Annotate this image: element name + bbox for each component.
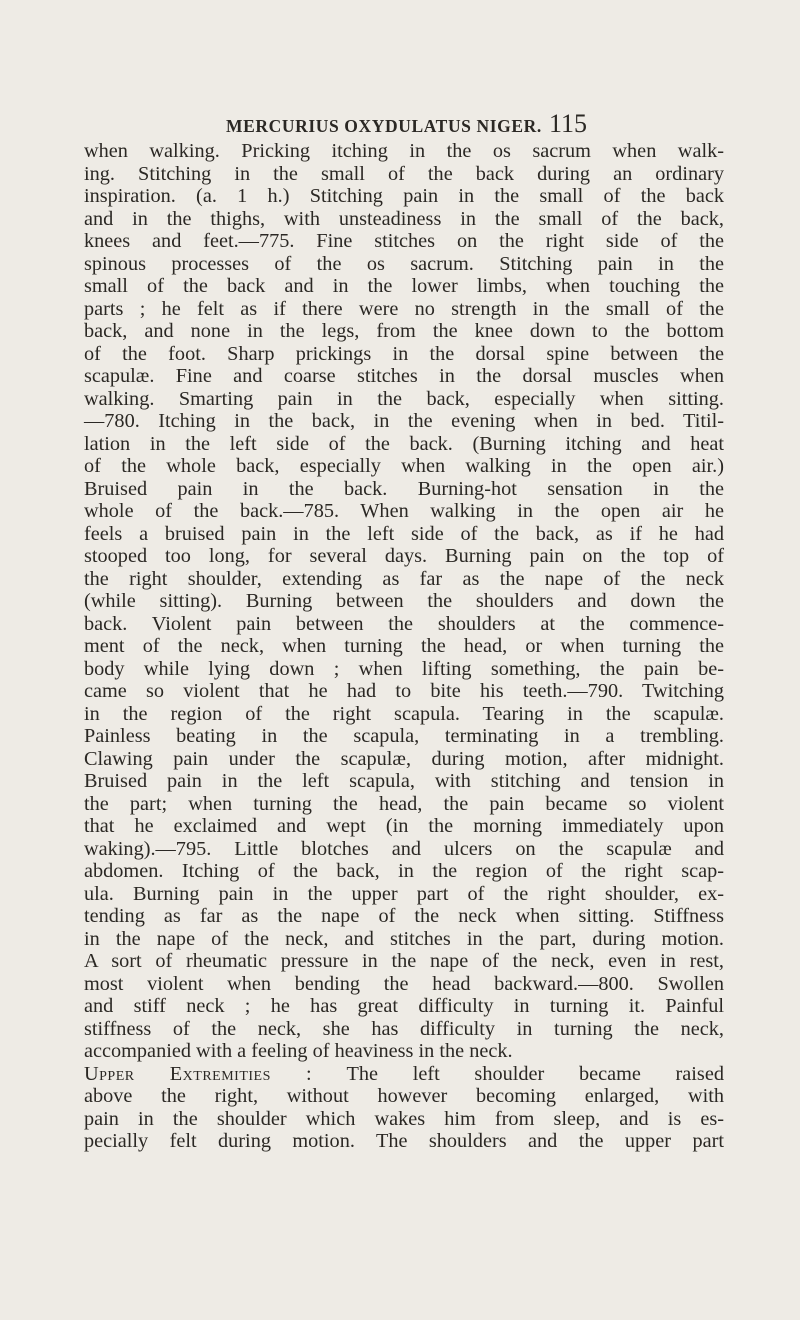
text-line: —780. Itching in the back, in the evening when in bed. Titil- bbox=[84, 410, 724, 432]
text-line: (while sitting). Burning between the shoulders and down the bbox=[84, 590, 724, 612]
text-line: ment of the neck, when turning the head, or when turning the bbox=[84, 635, 724, 657]
text-line: Bruised pain in the left scapula, with stitching and tension in bbox=[84, 770, 724, 792]
text-line: tending as far as the nape of the neck when sitting. Stiffness bbox=[84, 905, 724, 927]
text-line: knees and feet.—775. Fine stitches on the right side of the bbox=[84, 230, 724, 252]
text-line: came so violent that he had to bite his teeth.—790. Twitching bbox=[84, 680, 724, 702]
text-line: pain in the shoulder which wakes him from sleep, and is es- bbox=[84, 1107, 724, 1130]
running-title: MERCURIUS OXYDULATUS NIGER. bbox=[226, 116, 542, 136]
text-line: of the whole back, especially when walking in the open air.) bbox=[84, 455, 724, 477]
text-line: spinous processes of the os sacrum. Stitching pain in the bbox=[84, 252, 724, 275]
text-line: walking. Smarting pain in the back, especially when sitting. bbox=[84, 387, 724, 410]
text-line: in the region of the right scapula. Tearing in the scapulæ. bbox=[84, 702, 724, 725]
text-line: whole of the back.—785. When walking in the open air he bbox=[84, 500, 724, 522]
text-line: ula. Burning pain in the upper part of the right shoulder, ex- bbox=[84, 882, 724, 905]
text-line: stooped too long, for several days. Burning pain on the top of bbox=[84, 545, 724, 567]
text-line: the right shoulder, extending as far as the nape of the neck bbox=[84, 567, 724, 590]
text-line: ing. Stitching in the small of the back during an ordinary bbox=[84, 162, 724, 185]
text-line: parts ; he felt as if there were no strength in the small of the bbox=[84, 297, 724, 320]
paragraph-last-line: accompanied with a feeling of heaviness in the neck. bbox=[84, 1040, 513, 1062]
text-line: above the right, without however becoming enlarged, with bbox=[84, 1085, 724, 1107]
text-line: small of the back and in the lower limbs, when touching the bbox=[84, 275, 724, 297]
text-line: when walking. Pricking itching in the os sacrum when walk- bbox=[84, 140, 724, 162]
text-line: and in the thighs, with unsteadiness in the small of the back, bbox=[84, 207, 724, 230]
text-line: in the nape of the neck, and stitches in the part, during motion. bbox=[84, 927, 724, 950]
text-line: back, and none in the legs, from the knee down to the bottom bbox=[84, 320, 724, 342]
text-line: the part; when turning the head, the pain became so violent bbox=[84, 792, 724, 815]
text-line: pecially felt during motion. The shoulders and the upper part bbox=[84, 1130, 724, 1152]
text-line: most violent when bending the head backward.—800. Swollen bbox=[84, 972, 724, 995]
text-line: A sort of rheumatic pressure in the nape of the neck, even in rest, bbox=[84, 950, 724, 972]
text-line: stiffness of the neck, she has difficulty in turning the neck, bbox=[84, 1017, 724, 1040]
text-line: body while lying down ; when lifting something, the pain be- bbox=[84, 657, 724, 680]
text-line: that he exclaimed and wept (in the morning immediately upon bbox=[84, 815, 724, 837]
text-line: of the foot. Sharp prickings in the dorsal spine between the bbox=[84, 342, 724, 365]
text-line: feels a bruised pain in the left side of the back, as if he had bbox=[84, 522, 724, 545]
text-line: abdomen. Itching of the back, in the region of the right scap- bbox=[84, 860, 724, 882]
text-line: Bruised pain in the back. Burning-hot sensation in the bbox=[84, 477, 724, 500]
section-text: The left shoulder became raised bbox=[346, 1062, 724, 1085]
section-first-line bbox=[84, 1063, 724, 1086]
text-line: lation in the left side of the back. (Burning itching and heat bbox=[84, 432, 724, 455]
text-line: waking).—795. Little blotches and ulcers on the scapulæ and bbox=[84, 837, 724, 860]
text-line: and stiff neck ; he has great difficulty in turning it. Painful bbox=[84, 995, 724, 1017]
text-line: inspiration. (a. 1 h.) Stitching pain in the small of the back bbox=[84, 185, 724, 207]
section-heading: Upper Extremities : bbox=[84, 1062, 313, 1085]
text-line: Painless beating in the scapula, terminating in a trembling. bbox=[84, 725, 724, 747]
body-text bbox=[84, 140, 724, 1153]
text-line: Clawing pain under the scapulæ, during motion, after midnight. bbox=[84, 747, 724, 770]
page-number: 115 bbox=[549, 109, 588, 138]
text-line: scapulæ. Fine and coarse stitches in the dorsal muscles when bbox=[84, 365, 724, 387]
text-line: back. Violent pain between the shoulders at the commence- bbox=[84, 612, 724, 635]
